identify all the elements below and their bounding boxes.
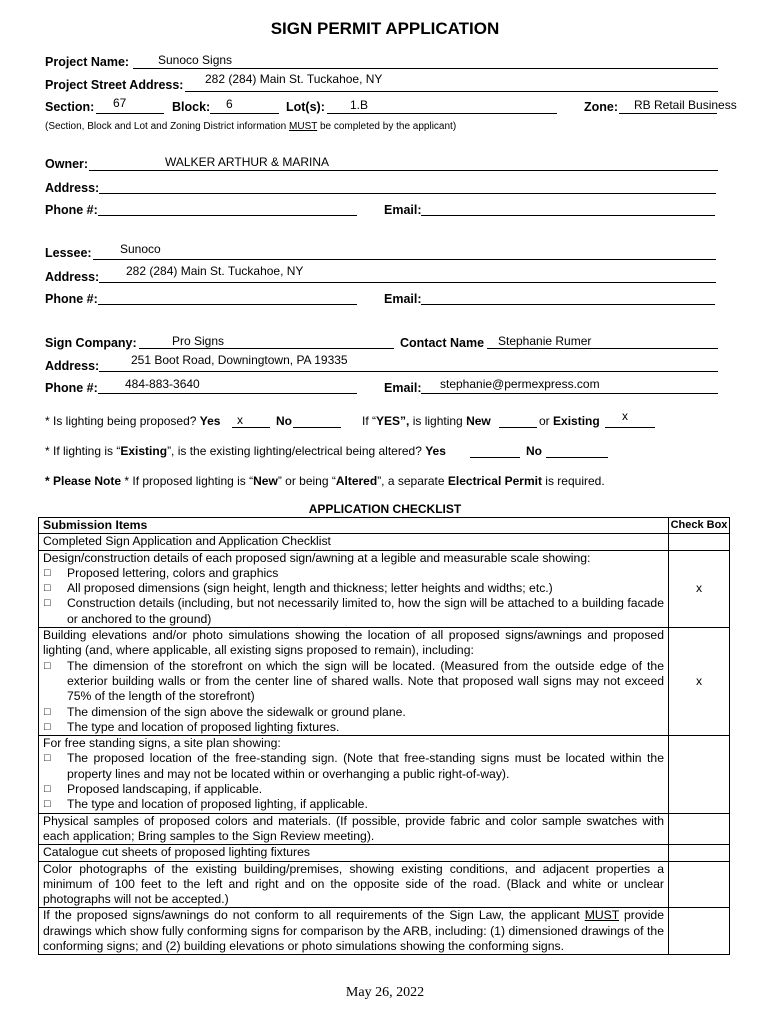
checklist-item-text: If the proposed signs/awnings do not conform to all requirements of the Sign Law, the applicant MUST provide drawings which show fully conforming signs for comparison by the ARB, including: (1) dimensioned drawings of the conforming signs; and (2) building elevations or photo simulations showing the conforming signs. [39, 908, 669, 955]
checklist-checkbox[interactable] [669, 813, 730, 845]
checklist-row [39, 908, 730, 955]
zone-label: Zone: [584, 100, 619, 114]
lighting-new-existing-question: If “YES”, is lighting New [362, 414, 491, 428]
checklist-item-text: Design/construction details of each proposed sign/awning at a legible and measurable scale showing: □ Proposed lettering, colors and graphics □ All proposed dimensions (sign height, length and thickness; letter heights and widths; etc.) □ Construction details (including, but not necessarily limited to, how the sign will be attached to a building facade or anchored to the ground) [39, 550, 669, 627]
check-box-header: Check Box [669, 518, 730, 534]
section-label: Section: [45, 100, 95, 114]
lighting-existing-line [605, 427, 655, 428]
checklist-header-row [39, 518, 730, 534]
owner-address-label: Address: [45, 181, 100, 195]
owner-phone-label: Phone #: [45, 203, 98, 217]
checklist-item-text: For free standing signs, a site plan showing: □ The proposed location of the free-standing sign. (Note that free-standing signs must be located within the property lines and may not be located within or overhanging a public right-of-way). □ Proposed landscaping, if applicable. □ The type and location of proposed lighting, if applicable. [39, 736, 669, 813]
lighting-altered-no-label: No [526, 444, 542, 458]
block-label: Block: [172, 100, 211, 114]
project-note: (Section, Block and Lot and Zoning District information MUST be completed by the applicant) [45, 121, 457, 132]
sign-company-label: Sign Company: [45, 336, 137, 350]
contact-name-field[interactable]: Stephanie Rumer [498, 334, 592, 348]
lighting-new-line[interactable] [499, 427, 537, 428]
footer-date: May 26, 2022 [345, 985, 425, 1000]
checklist-checkbox[interactable] [669, 736, 730, 813]
electrical-permit-note: * Please Note * If proposed lighting is “New” or being “Altered”, a separate Electrical Permit is required. [45, 474, 605, 488]
checklist-heading: APPLICATION CHECKLIST [308, 502, 462, 516]
checkbox-bullet: □ The type and location of proposed lighting, if applicable. [43, 797, 664, 812]
checklist-item-text: Color photographs of the existing building/premises, showing existing conditions, and adjacent properties a minimum of 100 feet to the left and right and on the opposite side of the road. (Black and white or unclear photographs will not be accepted.) [39, 861, 669, 908]
checklist-row [39, 861, 730, 908]
company-address-label: Address: [45, 359, 100, 373]
checklist-item-text: Completed Sign Application and Application Checklist [39, 534, 669, 550]
zone-line [619, 113, 717, 114]
lots-field[interactable]: 1.B [350, 98, 369, 112]
project-address-line [185, 91, 718, 92]
lessee-phone-label: Phone #: [45, 292, 98, 306]
application-checklist-table [38, 517, 730, 955]
checklist-row [39, 628, 730, 736]
checklist-item-text: Physical samples of proposed colors and materials. (If possible, provide fabric and color sample swatches with each application; Bring samples to the Sign Review meeting). [39, 813, 669, 845]
section-field[interactable]: 67 [113, 96, 127, 110]
sign-company-field[interactable]: Pro Signs [172, 334, 225, 348]
project-name-label: Project Name: [45, 55, 130, 69]
contact-name-line [487, 348, 718, 349]
checkbox-bullet: □ The proposed location of the free-standing sign. (Note that free-standing signs must be located within the property lines and may not be located within or overhanging a public right-of-way). [43, 751, 664, 782]
project-address-field[interactable]: 282 (284) Main St. Tuckahoe, NY [205, 72, 383, 86]
checklist-row [39, 845, 730, 861]
owner-line [89, 170, 718, 171]
lots-line [327, 113, 557, 114]
lessee-address-label: Address: [45, 270, 100, 284]
company-phone-line [98, 393, 357, 394]
lots-label: Lot(s): [286, 100, 325, 114]
project-name-field[interactable]: Sunoco Signs [158, 53, 233, 67]
checklist-checkbox[interactable]: x [669, 628, 730, 736]
lighting-no-line[interactable] [293, 427, 341, 428]
lighting-no-label: No [276, 414, 292, 428]
company-email-line [421, 393, 718, 394]
company-phone-field[interactable]: 484-883-3640 [125, 377, 200, 391]
company-address-field[interactable]: 251 Boot Road, Downingtown, PA 19335 [131, 353, 348, 367]
owner-email-label: Email: [384, 203, 422, 217]
company-phone-label: Phone #: [45, 381, 98, 395]
checklist-row [39, 813, 730, 845]
lighting-yes-field[interactable]: x [237, 413, 243, 427]
contact-name-label: Contact Name [400, 336, 485, 350]
owner-address-line [99, 193, 716, 194]
project-address-label: Project Street Address: [45, 78, 184, 92]
company-email-field[interactable]: stephanie@permexpress.com [440, 377, 600, 391]
lighting-proposed-question: * Is lighting being proposed? Yes [45, 414, 221, 428]
lessee-email-label: Email: [384, 292, 422, 306]
sign-company-line [139, 348, 394, 349]
owner-phone-line [98, 215, 357, 216]
owner-label: Owner: [45, 157, 89, 171]
owner-field[interactable]: WALKER ARTHUR & MARINA [165, 155, 330, 169]
lighting-altered-yes-line[interactable] [470, 457, 520, 458]
lessee-phone-line [98, 304, 357, 305]
checklist-checkbox[interactable] [669, 861, 730, 908]
checkbox-bullet: □ Construction details (including, but not necessarily limited to, how the sign will be attached to a building facade or anchored to the ground) [43, 596, 664, 627]
checkbox-bullet: □ Proposed landscaping, if applicable. [43, 782, 664, 797]
page-title: SIGN PERMIT APPLICATION [270, 19, 500, 38]
checklist-row [39, 534, 730, 550]
lighting-or-text: or Existing [539, 414, 600, 428]
lessee-address-line [99, 282, 716, 283]
lessee-label: Lessee: [45, 246, 92, 260]
lessee-email-line [421, 304, 715, 305]
checkbox-bullet: □ The dimension of the sign above the sidewalk or ground plane. [43, 705, 664, 720]
block-line [210, 113, 279, 114]
checklist-item-text: Catalogue cut sheets of proposed lighting fixtures [39, 845, 669, 861]
company-email-label: Email: [384, 381, 422, 395]
checklist-checkbox[interactable] [669, 534, 730, 550]
submission-items-header: Submission Items [39, 518, 669, 534]
lessee-address-field[interactable]: 282 (284) Main St. Tuckahoe, NY [126, 264, 304, 278]
checkbox-bullet: □ All proposed dimensions (sign height, length and thickness; letter heights and widths; etc.) [43, 581, 664, 596]
checklist-item-text: Building elevations and/or photo simulations showing the location of all proposed signs/awnings and proposed lighting (and, where applicable, all existing signs proposed to remain), including: □ The dimension of the storefront on which the sign will be located. (Measured from the outside edge of the exterior building walls or from the center line of shared walls. Note that proposed wall signs may not exceed 75% of the length of the storefront) □ The dimension of the sign above the sidewalk or ground plane. □ The type and location of proposed lighting fixtures. [39, 628, 669, 736]
lighting-existing-field[interactable]: x [622, 409, 628, 423]
checklist-checkbox[interactable]: x [669, 550, 730, 627]
lessee-field[interactable]: Sunoco [120, 242, 161, 256]
lighting-altered-question: * If lighting is “Existing”, is the existing lighting/electrical being altered? Yes [45, 444, 446, 458]
checklist-row [39, 550, 730, 627]
owner-email-line [421, 215, 715, 216]
project-name-line [133, 68, 718, 69]
company-address-line [99, 371, 718, 372]
zone-field[interactable]: RB Retail Business [634, 98, 737, 112]
block-field[interactable]: 6 [226, 97, 233, 111]
checkbox-bullet: □ The type and location of proposed lighting fixtures. [43, 720, 664, 735]
checklist-row [39, 736, 730, 813]
section-line [96, 113, 164, 114]
checklist-checkbox[interactable] [669, 908, 730, 955]
checklist-checkbox[interactable] [669, 845, 730, 861]
lighting-altered-no-line[interactable] [546, 457, 608, 458]
checkbox-bullet: □ The dimension of the storefront on which the sign will be located. (Measured from the outside edge of the exterior building walls or from the center line of shared walls. Note that proposed wall signs may not exceed 75% of the length of the storefront) [43, 659, 664, 705]
lighting-yes-line [232, 427, 270, 428]
checkbox-bullet: □ Proposed lettering, colors and graphics [43, 566, 664, 581]
lessee-line [93, 259, 716, 260]
